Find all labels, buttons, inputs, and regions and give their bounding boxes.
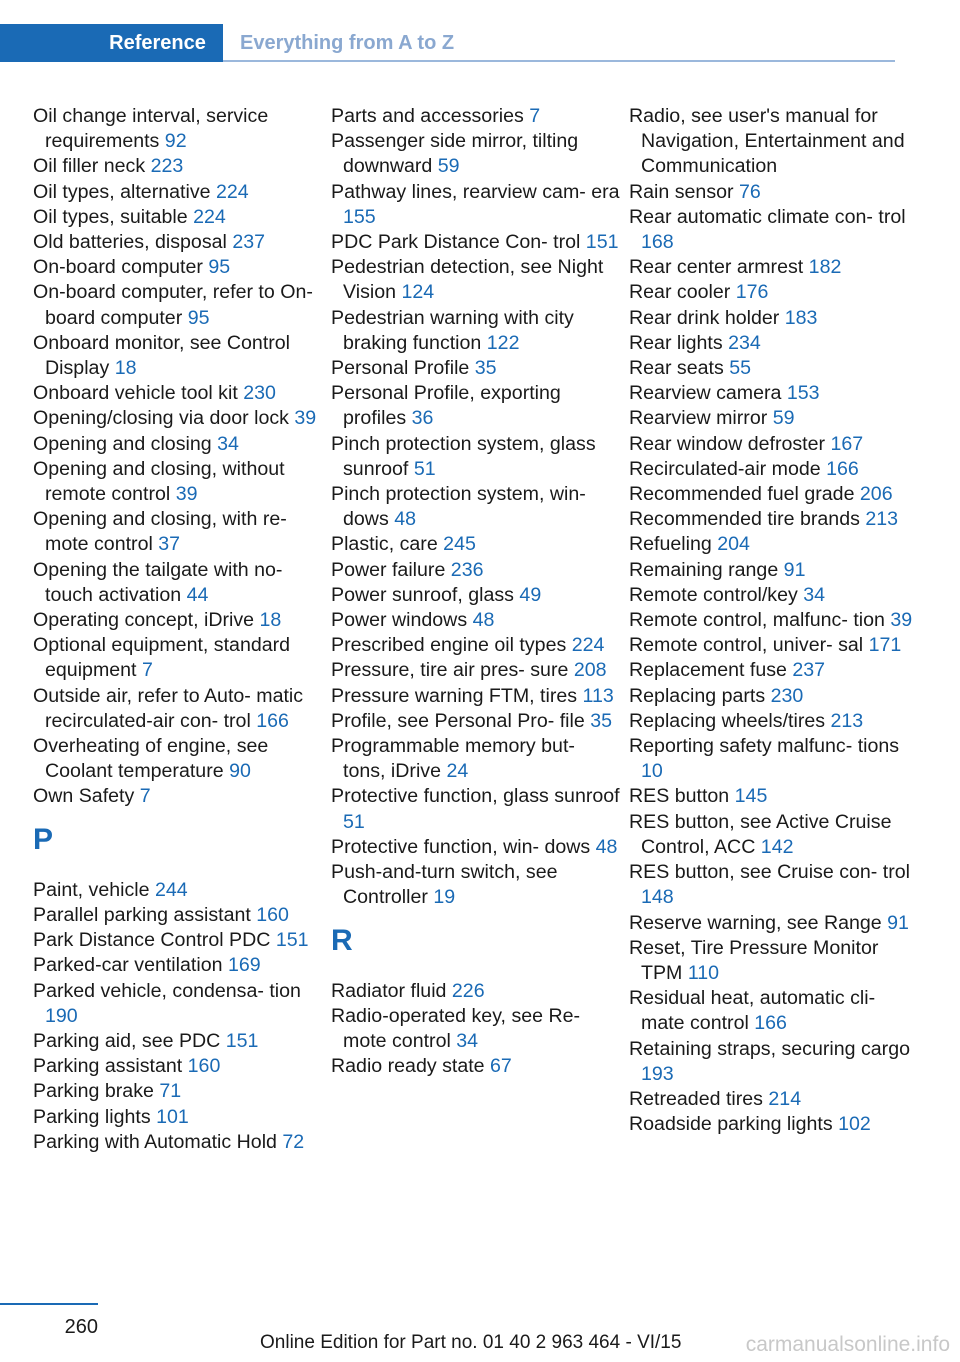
entry-label: Own Safety (33, 785, 140, 808)
index-entry (629, 331, 919, 356)
page-link[interactable]: 183 (784, 306, 818, 329)
edition-text: Online Edition for Part no. 01 40 2 963 464 - VI/15 (260, 1332, 682, 1353)
page-link[interactable]: 182 (808, 256, 842, 279)
entry-label: Rear window defroster (629, 432, 831, 455)
index-entry (629, 709, 919, 734)
entry-label: Retreaded tires (629, 1087, 769, 1110)
entry-label: Old batteries, disposal (33, 231, 233, 254)
page-link[interactable]: 148 (641, 886, 674, 909)
page-link[interactable]: 101 (156, 1105, 189, 1128)
index-entry (331, 306, 621, 356)
page-link[interactable]: 160 (187, 1055, 221, 1078)
page-number: 260 (64, 1316, 98, 1338)
page-link[interactable]: 213 (830, 709, 864, 732)
index-entry (629, 381, 919, 406)
index-entry (33, 903, 323, 928)
index-entry (33, 406, 323, 431)
index-entry (331, 255, 621, 305)
page-link[interactable]: 155 (343, 205, 376, 228)
index-entry (331, 734, 621, 784)
index-entry (629, 432, 919, 457)
index-column-3 (629, 104, 919, 1137)
page-link[interactable]: 230 (770, 684, 804, 707)
entry-label: Rear drink holder (629, 306, 785, 329)
entry-label: Replacement fuse (629, 659, 793, 682)
page-link[interactable]: 44 (186, 583, 209, 606)
entry-label: Programmable memory but‐ tons, iDrive (331, 735, 575, 783)
entry-label: Rearview camera (629, 382, 787, 405)
index-entry (629, 205, 919, 255)
page-link[interactable]: 48 (394, 508, 416, 531)
entry-label: Recommended fuel grade (629, 483, 860, 506)
entry-label: Pedestrian detection, see Night Vision (331, 256, 604, 304)
entry-label: Opening/closing via door lock (33, 407, 295, 430)
reference-tab: Reference (0, 24, 223, 62)
entry-label: Recommended tire brands (629, 508, 866, 531)
entry-label: Opening the tailgate with no- touch activation (33, 558, 283, 606)
page-link[interactable]: 113 (582, 684, 614, 707)
entry-label: Rear seats (629, 357, 730, 380)
entry-label: Operating concept, iDrive (33, 609, 260, 632)
index-entry (629, 986, 919, 1036)
index-entry (33, 953, 323, 978)
page-link[interactable]: 34 (456, 1029, 479, 1052)
page-link[interactable]: 95 (187, 306, 210, 329)
entry-label: Personal Profile, exporting profiles (331, 382, 561, 430)
entry-label: Remote control, malfunc‐ tion (629, 609, 891, 632)
page-link[interactable]: 37 (158, 533, 181, 556)
index-entry (33, 979, 323, 1029)
index-entry (331, 1054, 621, 1079)
index-entry (331, 784, 621, 834)
page-link[interactable]: 39 (175, 483, 198, 506)
index-entry (331, 583, 621, 608)
index-entry (629, 1112, 919, 1137)
page-link[interactable]: 167 (830, 432, 864, 455)
entry-label: Parking aid, see PDC (33, 1029, 226, 1052)
entry-label: Pathway lines, rearview cam‐ era (331, 180, 620, 203)
page-link[interactable]: 59 (772, 407, 795, 430)
entry-label: Opening and closing, without remote control (33, 457, 285, 506)
index-entry (331, 104, 621, 129)
index-column-1 (33, 104, 323, 1155)
index-entry (331, 558, 621, 583)
page-link[interactable]: 34 (803, 583, 826, 606)
entry-label: Roadside parking lights (629, 1113, 839, 1136)
page-link[interactable]: 245 (443, 533, 476, 556)
page-link[interactable]: 48 (472, 609, 495, 632)
index-entry (33, 104, 323, 154)
index-entry (629, 658, 919, 683)
page-link[interactable]: 151 (585, 231, 619, 254)
index-entry (33, 1054, 323, 1079)
entry-label: Prescribed engine oil types (331, 634, 572, 657)
page-link[interactable]: 237 (232, 231, 266, 254)
index-entry (331, 860, 621, 910)
entry-label: Opening and closing, with re‐ mote control (33, 508, 287, 556)
index-entry (33, 432, 323, 457)
index-entry (629, 507, 919, 532)
page-link[interactable]: 122 (486, 331, 520, 354)
index-entry (331, 230, 621, 255)
entry-label: Parking assistant (33, 1055, 188, 1078)
index-entry (33, 633, 323, 683)
entry-label: Pressure warning FTM, tires (331, 684, 583, 707)
entry-label: Onboard monitor, see Control Display (33, 331, 291, 380)
entry-label: Protective function, glass sunroof (331, 785, 620, 808)
index-entry (629, 406, 919, 431)
index-entry (331, 684, 621, 709)
index-entry (33, 1105, 323, 1130)
entry-label: Onboard vehicle tool kit (33, 382, 244, 405)
page-link[interactable]: 142 (760, 835, 794, 858)
entry-label: Park Distance Control PDC (33, 929, 276, 952)
page-link[interactable]: 166 (754, 1012, 787, 1035)
page-link[interactable]: 35 (590, 709, 612, 732)
page-link[interactable]: 171 (868, 634, 902, 657)
page-link[interactable]: 124 (401, 281, 435, 304)
index-entry (33, 331, 323, 381)
page-link[interactable]: 59 (437, 155, 460, 178)
page-link[interactable]: 90 (229, 760, 251, 783)
page-link[interactable]: 145 (734, 785, 768, 808)
footer-rule (0, 1303, 98, 1305)
page-link[interactable]: 71 (159, 1080, 182, 1103)
page-link[interactable]: 18 (114, 357, 137, 380)
page-link[interactable]: 7 (529, 105, 541, 127)
index-entry (331, 835, 621, 860)
page-link[interactable]: 168 (641, 231, 674, 254)
index-entry (33, 1029, 323, 1054)
page-link[interactable]: 224 (571, 634, 605, 657)
entry-label: Pressure, tire air pres‐ sure (331, 659, 574, 682)
entry-label: Power failure (331, 558, 451, 581)
page-link[interactable]: 151 (225, 1029, 259, 1052)
index-entry (33, 457, 323, 507)
entry-label: Parallel parking assistant (33, 903, 257, 926)
page-link[interactable]: 76 (739, 180, 761, 203)
page-header (0, 24, 895, 62)
index-column-2 (331, 104, 621, 1079)
page-link[interactable]: 39 (294, 407, 317, 430)
entry-label: Optional equipment, standard equipment (33, 634, 291, 682)
index-entry (629, 180, 919, 205)
index-entry (33, 280, 323, 330)
page-link[interactable]: 110 (687, 961, 720, 984)
index-entry (33, 230, 323, 255)
entry-label: Push-and-turn switch, see Controller (331, 861, 558, 909)
page-link[interactable]: 92 (164, 130, 187, 153)
index-entry (33, 734, 323, 784)
page-link[interactable]: 39 (890, 609, 913, 632)
index-entry (629, 1037, 919, 1087)
index-entry (33, 180, 323, 205)
index-entry (331, 482, 621, 532)
entry-label: Profile, see Personal Pro‐ file (331, 709, 591, 732)
entry-label: Power sunroof, glass (331, 583, 520, 606)
index-entry (331, 532, 621, 557)
entry-label: Replacing parts (629, 684, 771, 707)
entry-label: RES button, see Cruise con‐ trol (629, 861, 910, 884)
page-link[interactable]: 166 (256, 709, 289, 732)
entry-label: Personal Profile (331, 357, 475, 380)
page-link[interactable]: 224 (215, 180, 249, 203)
index-entry (33, 684, 323, 734)
entry-label: PDC Park Distance Con‐ trol (331, 231, 586, 254)
index-entry (331, 633, 621, 658)
entry-label: RES button (629, 785, 735, 808)
entry-label: Power windows (331, 609, 473, 632)
index-entry (33, 558, 323, 608)
entry-label: Parking with Automatic Hold (33, 1130, 283, 1153)
page-link[interactable]: 18 (259, 609, 282, 632)
index-entry (331, 356, 621, 381)
entry-label: Radio, see user's manual for Navigation, Entertainment and Communication (629, 105, 905, 178)
header-rule (223, 60, 895, 62)
index-entry (629, 482, 919, 507)
entry-label: Parked-car ventilation (33, 954, 228, 977)
index-entry (629, 911, 919, 936)
page-link[interactable]: 49 (519, 583, 542, 606)
entry-label: Reporting safety malfunc‐ tions (629, 735, 900, 758)
entry-label: Oil types, suitable (33, 205, 194, 228)
page-link[interactable]: 204 (717, 533, 750, 556)
index-entry (33, 507, 323, 557)
index-entry (629, 810, 919, 860)
index-entry (33, 381, 323, 406)
entry-label: Pinch protection system, win‐ dows (331, 483, 586, 531)
page-link[interactable]: 208 (573, 659, 607, 682)
watermark: carmanualsonline.info (745, 1333, 950, 1356)
page-link[interactable]: 166 (826, 457, 859, 480)
index-entry (331, 129, 621, 179)
index-entry (33, 1079, 323, 1104)
page-link[interactable]: 190 (45, 1004, 78, 1027)
page-link[interactable]: 34 (217, 432, 239, 455)
index-entry (629, 784, 919, 809)
index-entry (33, 205, 323, 230)
index-entry (33, 878, 323, 903)
index-entry (629, 255, 919, 280)
entry-label: Oil types, alternative (33, 180, 216, 203)
page-link[interactable]: 48 (595, 835, 618, 858)
index-entry (629, 356, 919, 381)
entry-label: Pedestrian warning with city braking function (331, 306, 574, 354)
index-entry (331, 979, 621, 1004)
entry-label: Parked vehicle, condensa‐ tion (33, 979, 301, 1002)
entry-label: Remote control, univer‐ sal (629, 634, 869, 657)
index-entry (629, 860, 919, 910)
page-link[interactable]: 91 (887, 911, 909, 934)
page-link[interactable]: 51 (343, 810, 365, 833)
index-entry (331, 709, 621, 734)
index-entry (629, 558, 919, 583)
index-entry (33, 608, 323, 633)
entry-label: Rear automatic climate con‐ trol (629, 205, 906, 228)
entry-label: Radio-operated key, see Re‐ mote control (331, 1004, 581, 1052)
page-link[interactable]: 234 (728, 331, 761, 354)
page-link[interactable]: 153 (786, 382, 820, 405)
index-entry (629, 734, 919, 784)
entry-label: Rain sensor (629, 180, 739, 203)
entry-label: Parking lights (33, 1105, 157, 1128)
page-link[interactable]: 102 (838, 1113, 871, 1136)
index-entry (33, 784, 323, 809)
page-link[interactable]: 230 (243, 382, 276, 405)
entry-label: RES button, see Active Cruise Control, ACC (629, 810, 892, 858)
entry-label: Rear lights (629, 331, 729, 354)
entry-label: Opening and closing (33, 432, 218, 455)
entry-label: Overheating of engine, see Coolant temperature (33, 735, 269, 783)
index-entry (33, 154, 323, 179)
page-link[interactable]: 169 (227, 954, 261, 977)
page-link[interactable]: 67 (490, 1055, 512, 1078)
entry-label: Rearview mirror (629, 407, 773, 430)
index-entry (33, 255, 323, 280)
entry-label: Oil filler neck (33, 155, 151, 178)
section-letter: P (33, 822, 54, 856)
page-link[interactable]: 214 (768, 1087, 802, 1110)
index-entry (629, 280, 919, 305)
entry-label: Radio ready state (331, 1055, 491, 1078)
entry-label: Passenger side mirror, tilting downward (331, 130, 579, 178)
entry-label: Rear center armrest (629, 256, 809, 279)
entry-label: Parts and accessories (331, 105, 530, 127)
entry-label: Radiator fluid (331, 979, 452, 1002)
entry-label: Remote control/key (629, 583, 804, 606)
entry-label: Residual heat, automatic cli‐ mate control (629, 987, 876, 1035)
page-link[interactable]: 7 (141, 659, 153, 682)
index-entry (331, 658, 621, 683)
page-link[interactable]: 91 (783, 558, 806, 581)
page-link[interactable]: 51 (413, 457, 436, 480)
page-link[interactable]: 223 (150, 155, 184, 178)
entry-label: Plastic, care (331, 533, 444, 556)
index-entry (33, 928, 323, 953)
page-link[interactable]: 224 (193, 205, 226, 228)
page-link[interactable]: 236 (450, 558, 484, 581)
entry-label: Protective function, win‐ dows (331, 835, 596, 858)
index-entry (629, 532, 919, 557)
page-link[interactable]: 7 (139, 785, 151, 808)
index-entry (629, 936, 919, 986)
entry-label: Recirculated-air mode (629, 457, 827, 480)
entry-label: Reset, Tire Pressure Monitor TPM (629, 936, 879, 984)
entry-label: Refueling (629, 533, 718, 556)
page-link[interactable]: 35 (474, 357, 497, 380)
index-entry (629, 608, 919, 633)
page-link[interactable]: 226 (451, 979, 485, 1002)
index-entry (629, 1087, 919, 1112)
page-link[interactable]: 244 (154, 878, 188, 901)
index-entry (33, 1130, 323, 1155)
index-entry (331, 432, 621, 482)
index-entry (629, 306, 919, 331)
section-title: Everything from A to Z (240, 31, 455, 54)
page-link[interactable]: 160 (256, 903, 289, 926)
entry-label: Oil change interval, service requirements (33, 105, 269, 153)
index-entry (629, 104, 919, 180)
index-entry (629, 633, 919, 658)
entry-label: Remaining range (629, 558, 784, 581)
page-link[interactable]: 19 (433, 886, 456, 909)
page-link[interactable]: 72 (282, 1130, 305, 1153)
index-entry (331, 608, 621, 633)
index-entry (331, 1004, 621, 1054)
entry-label: On-board computer, refer to On-board computer (33, 281, 313, 329)
page-link[interactable]: 151 (275, 929, 309, 952)
index-entry (629, 457, 919, 482)
page-link[interactable]: 206 (859, 483, 893, 506)
page-link[interactable]: 237 (792, 659, 826, 682)
section-letter: R (331, 923, 353, 957)
page-link[interactable]: 36 (411, 407, 434, 430)
entry-label: On-board computer (33, 256, 209, 279)
page-link[interactable]: 24 (446, 760, 469, 783)
entry-label: Pinch protection system, glass sunroof (331, 432, 596, 480)
entry-label: Rear cooler (629, 281, 736, 304)
page-link[interactable]: 10 (641, 760, 663, 783)
entry-label: Outside air, refer to Auto‐ matic recirculated-air con‐ trol (33, 684, 304, 732)
entry-label: Retaining straps, securing cargo (629, 1037, 910, 1060)
entry-label: Reserve warning, see Range (629, 911, 888, 934)
index-entry (629, 684, 919, 709)
page-link[interactable]: 193 (641, 1062, 674, 1085)
page-link[interactable]: 95 (208, 256, 231, 279)
page-link[interactable]: 213 (865, 508, 899, 531)
index-entry (331, 180, 621, 230)
entry-label: Parking brake (33, 1080, 160, 1103)
entry-label: Replacing wheels/tires (629, 709, 831, 732)
page-link[interactable]: 55 (729, 357, 751, 380)
page-link[interactable]: 176 (735, 281, 769, 304)
index-entry (629, 583, 919, 608)
entry-label: Paint, vehicle (33, 878, 155, 901)
index-entry (331, 381, 621, 431)
